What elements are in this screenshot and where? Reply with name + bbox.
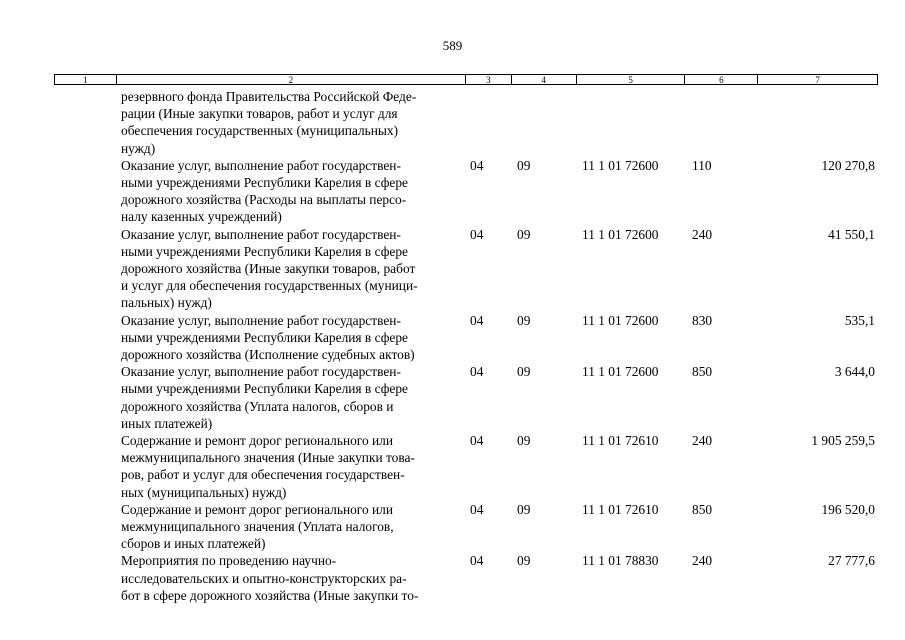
- header-col-7: 7: [815, 75, 820, 85]
- table-row: [0, 363, 905, 432]
- row-expense-type: 850: [692, 501, 713, 517]
- row-section: 04: [470, 157, 484, 173]
- row-target-article: 11 1 01 72600: [582, 364, 659, 380]
- row-subsection: 09: [517, 226, 531, 242]
- row-description: резервного фонда Правительства Российской Феде- рации (Иные закупки товаров, работ и услуг для обеспечения государственных (муниципальных) нужд): [121, 89, 417, 156]
- row-expense-type: 830: [692, 312, 713, 328]
- row-amount: 196 520,0: [821, 501, 875, 517]
- row-section: 04: [470, 364, 484, 380]
- table-row: [0, 552, 905, 604]
- row-subsection: 09: [517, 553, 531, 569]
- row-target-article: 11 1 01 78830: [582, 553, 659, 569]
- table-body: [0, 88, 905, 604]
- row-description: Содержание и ремонт дорог регионального или межмуниципального значения (Уплата налогов, сборов и иных платежей): [121, 501, 394, 552]
- row-description: Оказание услуг, выполнение работ государствен- ными учреждениями Республики Карелия в сфере дорожного хозяйства (Расходы на выплаты персо- налу казенных учреждений): [121, 157, 408, 225]
- row-section: 04: [470, 226, 484, 242]
- table-row: [0, 312, 905, 364]
- row-amount: 535,1: [844, 312, 875, 328]
- row-subsection: 09: [517, 312, 531, 328]
- row-expense-type: 240: [692, 226, 713, 242]
- row-description: Содержание и ремонт дорог регионального или межмуниципального значения (Иные закупки това- ров, работ и услуг для обеспечения государствен- ных (муниципальных) нужд): [121, 433, 415, 500]
- row-description: Мероприятия по проведению научно- исследовательских и опытно-конструкторских ра- бот в сфере дорожного хозяйства (Иные закупки то-: [121, 553, 419, 603]
- row-target-article: 11 1 01 72600: [582, 312, 659, 328]
- header-col-1: 1: [55, 75, 117, 84]
- row-target-article: 11 1 01 72600: [582, 157, 659, 173]
- header-col-4: 4: [512, 75, 577, 84]
- row-target-article: 11 1 01 72600: [582, 226, 659, 242]
- page-number: 589: [442, 38, 463, 53]
- row-amount: 1 905 259,5: [811, 433, 875, 449]
- row-expense-type: 240: [692, 433, 713, 449]
- row-description: Оказание услуг, выполнение работ государствен- ными учреждениями Республики Карелия в сфере дорожного хозяйства (Иные закупки товаров, работ и услуг для обеспечения государственных (муници- пальных) нужд): [121, 226, 418, 311]
- row-expense-type: 110: [692, 157, 712, 173]
- table-row: [0, 88, 905, 157]
- row-subsection: 09: [517, 433, 531, 449]
- row-amount: 3 644,0: [834, 364, 875, 380]
- row-target-article: 11 1 01 72610: [582, 501, 659, 517]
- row-expense-type: 240: [692, 553, 713, 569]
- header-col-3: 3: [466, 75, 512, 84]
- row-amount: 41 550,1: [828, 226, 875, 242]
- row-amount: 120 270,8: [821, 157, 875, 173]
- header-col-6: 6: [685, 75, 758, 84]
- row-amount: 27 777,6: [828, 553, 875, 569]
- row-subsection: 09: [517, 364, 531, 380]
- row-target-article: 11 1 01 72610: [582, 433, 659, 449]
- table-row: [0, 157, 905, 226]
- row-section: 04: [470, 312, 484, 328]
- row-section: 04: [470, 433, 484, 449]
- row-subsection: 09: [517, 501, 531, 517]
- table-row: [0, 501, 905, 553]
- table-header-row: [54, 74, 878, 85]
- row-subsection: 09: [517, 157, 531, 173]
- row-description: Оказание услуг, выполнение работ государствен- ными учреждениями Республики Карелия в сфере дорожного хозяйства (Уплата налогов, сборов и иных платежей): [121, 364, 408, 431]
- table-row: [0, 432, 905, 501]
- table-row: [0, 226, 905, 312]
- header-col-2: 2: [117, 75, 466, 84]
- row-section: 04: [470, 553, 484, 569]
- header-col-5: 5: [577, 75, 686, 84]
- row-section: 04: [470, 501, 484, 517]
- row-expense-type: 850: [692, 364, 713, 380]
- row-description: Оказание услуг, выполнение работ государствен- ными учреждениями Республики Карелия в сфере дорожного хозяйства (Исполнение судебных актов): [121, 312, 415, 363]
